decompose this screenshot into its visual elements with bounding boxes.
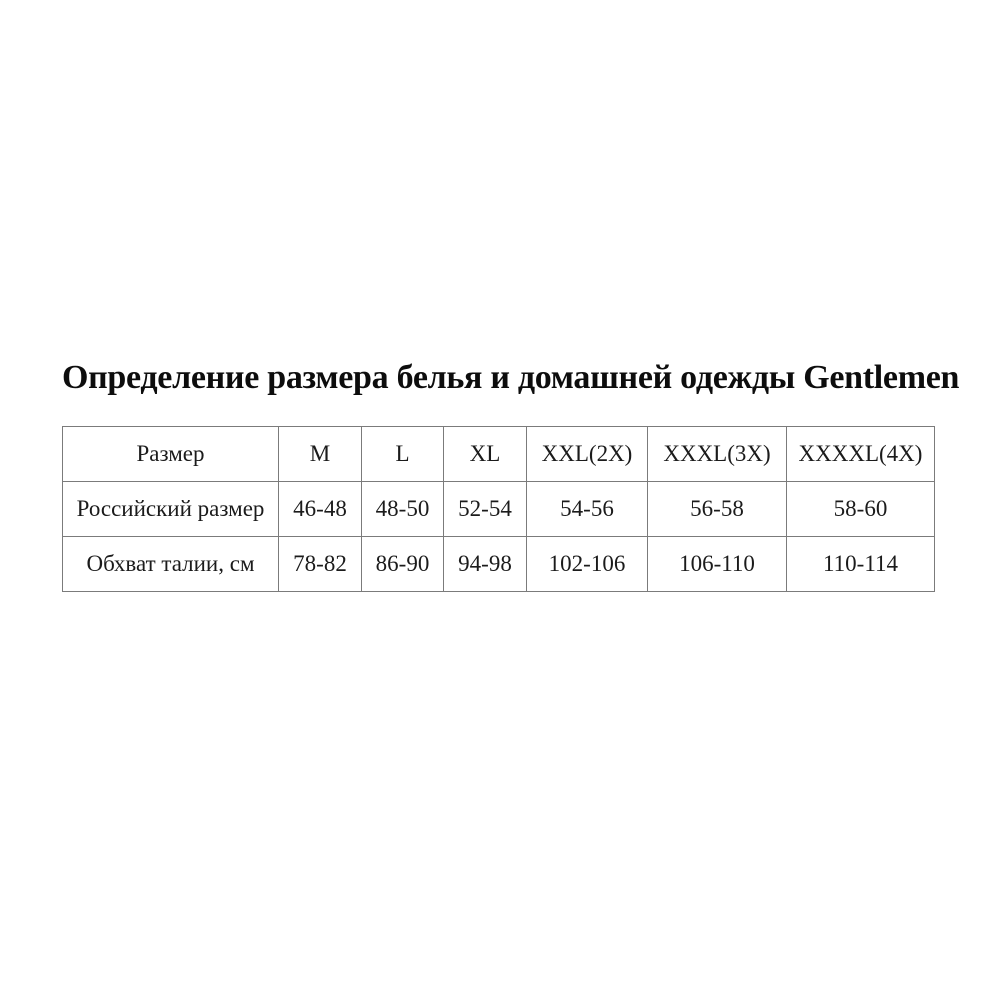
table-cell: 106-110 xyxy=(648,537,787,592)
header-cell-m: M xyxy=(279,427,362,482)
table-cell: 86-90 xyxy=(362,537,444,592)
table-cell: 110-114 xyxy=(787,537,935,592)
table-cell: 54-56 xyxy=(527,482,648,537)
header-cell-xxxxl: XXXXL(4X) xyxy=(787,427,935,482)
table-cell: 94-98 xyxy=(444,537,527,592)
table-cell: 58-60 xyxy=(787,482,935,537)
table-header-row xyxy=(63,427,935,482)
page-title: Определение размера белья и домашней одежды Gentlemen xyxy=(62,359,960,396)
header-cell-xxxl: XXXL(3X) xyxy=(648,427,787,482)
table-cell: 52-54 xyxy=(444,482,527,537)
size-table xyxy=(62,426,935,592)
header-cell-size-label: Размер xyxy=(63,427,279,482)
table-cell: 102-106 xyxy=(527,537,648,592)
header-cell-xl: XL xyxy=(444,427,527,482)
header-cell-l: L xyxy=(362,427,444,482)
table-row-waist xyxy=(63,537,935,592)
row-label: Российский размер xyxy=(63,482,279,537)
table-row-russian-size xyxy=(63,482,935,537)
table-cell: 56-58 xyxy=(648,482,787,537)
header-cell-xxl: XXL(2X) xyxy=(527,427,648,482)
table-cell: 46-48 xyxy=(279,482,362,537)
row-label: Обхват талии, см xyxy=(63,537,279,592)
table-cell: 48-50 xyxy=(362,482,444,537)
table-cell: 78-82 xyxy=(279,537,362,592)
